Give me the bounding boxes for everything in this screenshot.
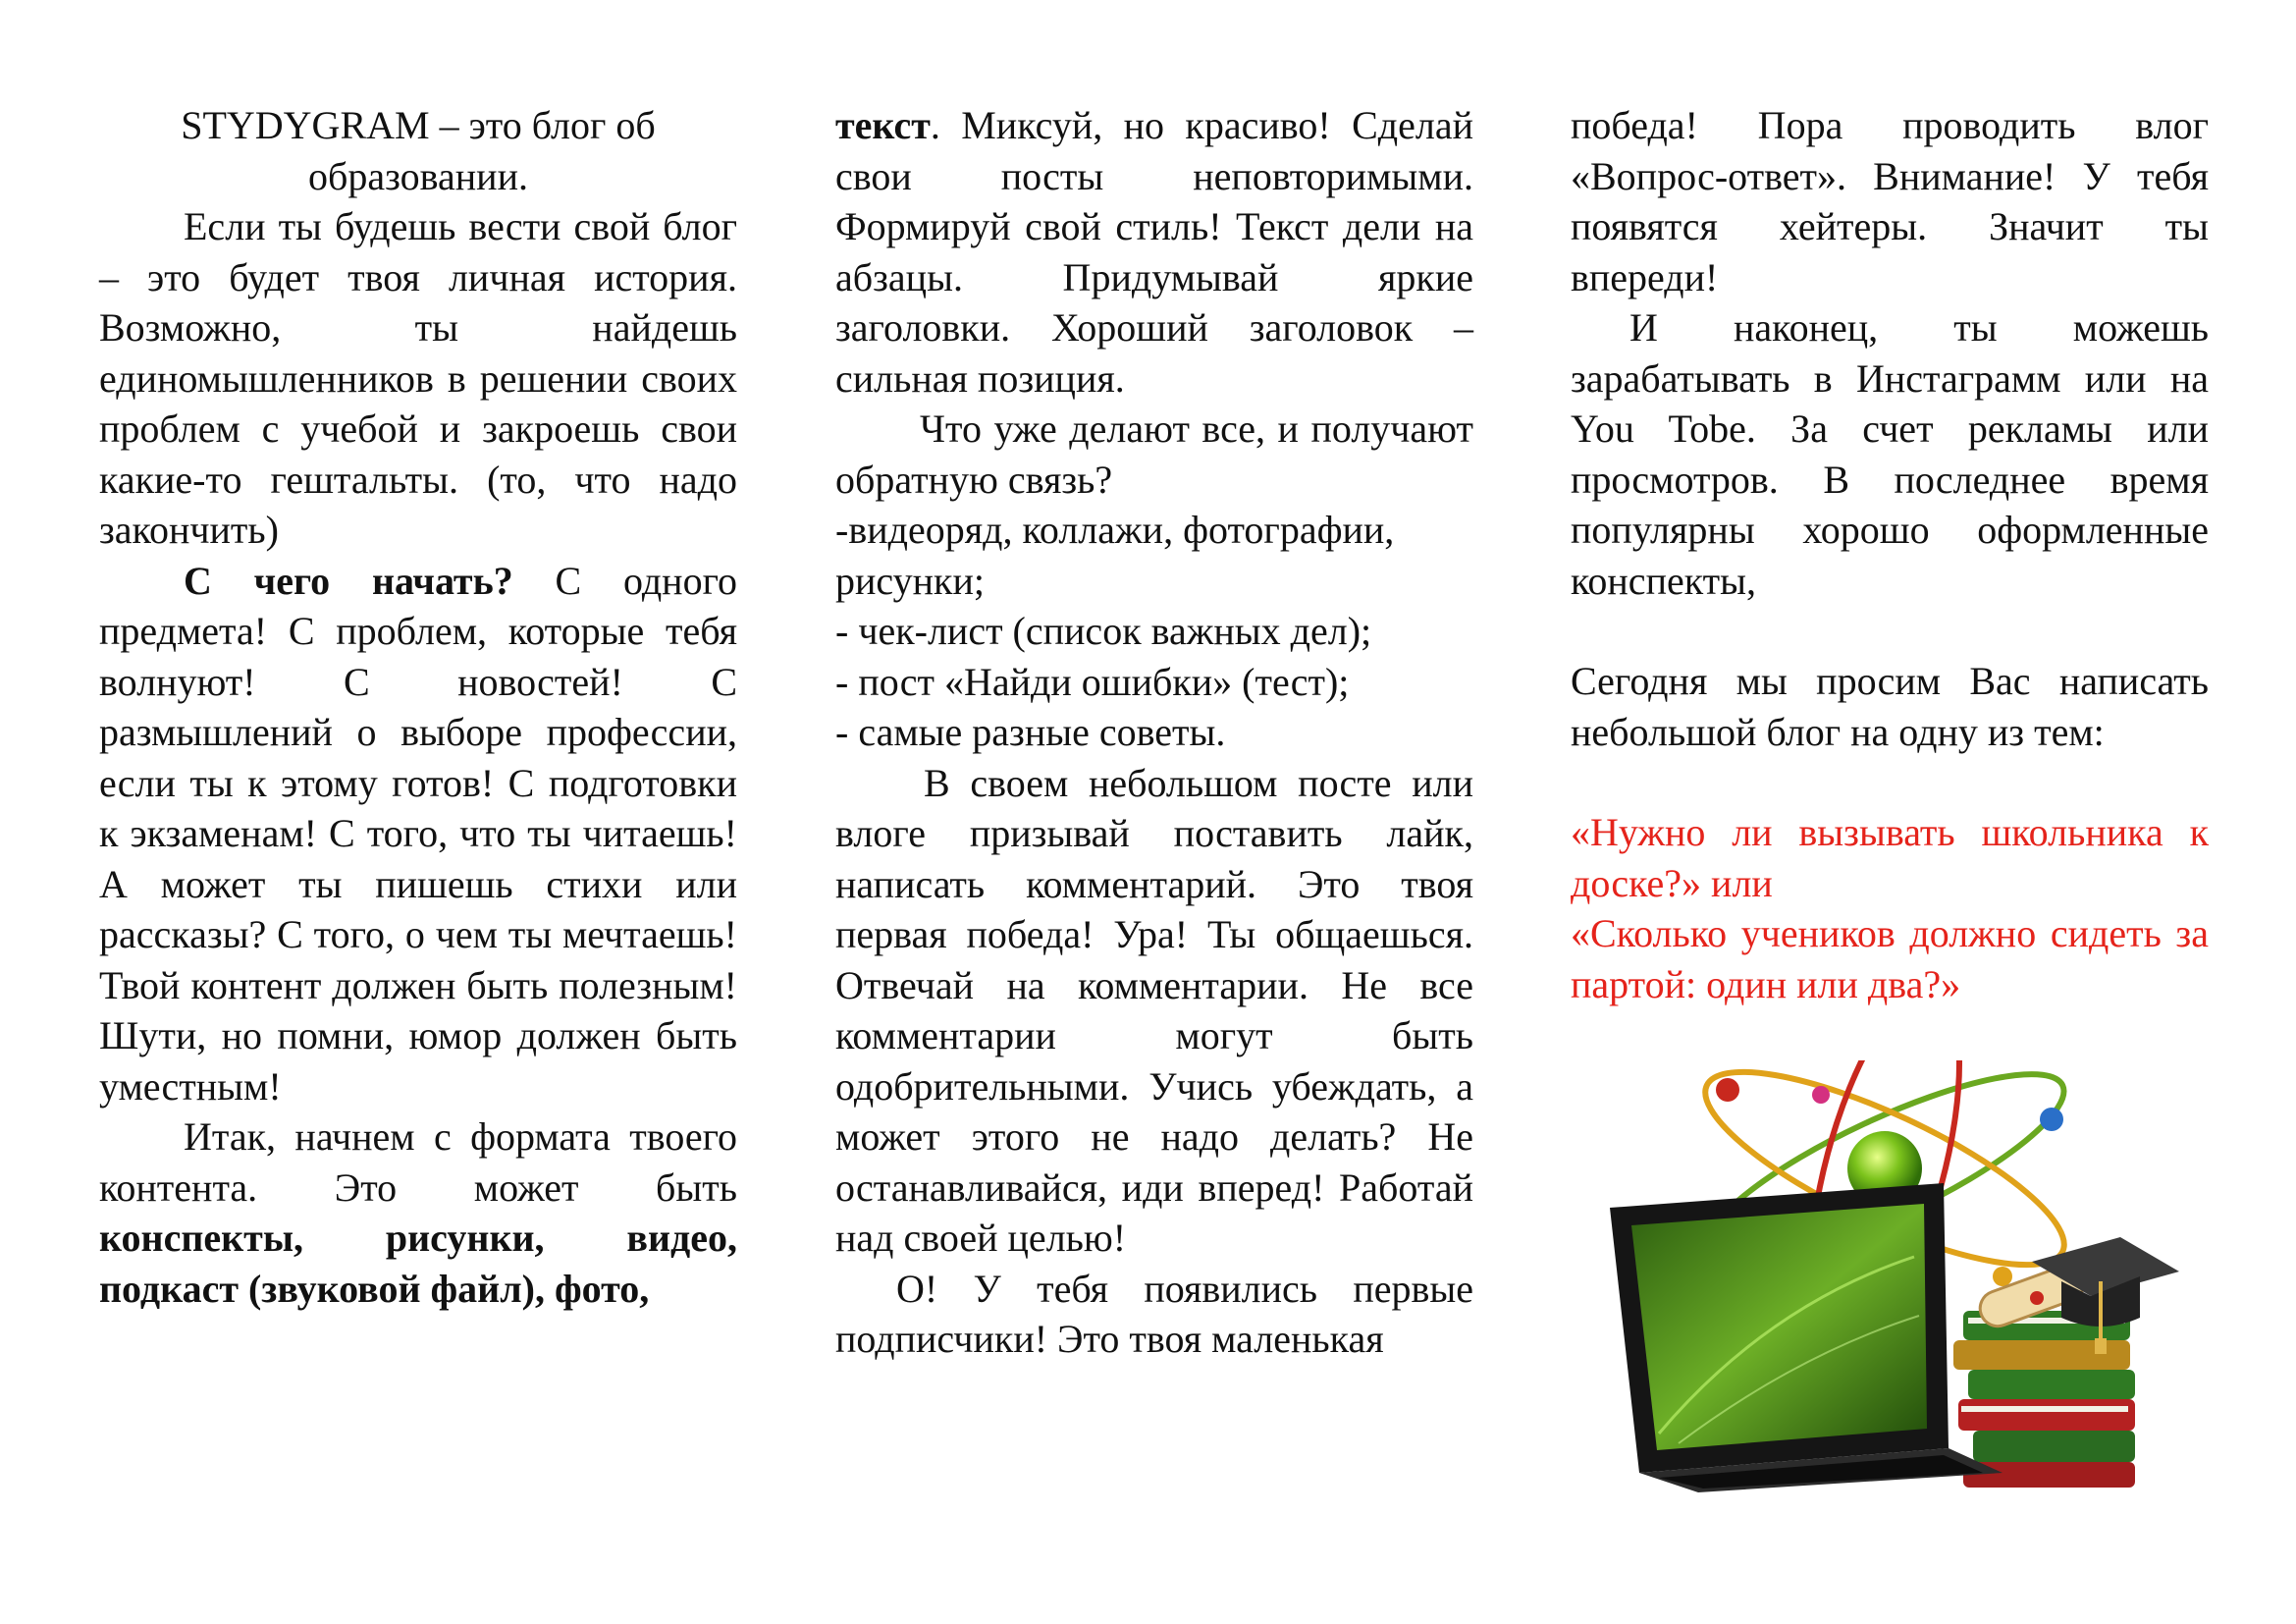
spacer [1571, 757, 2209, 807]
list-item: - чек-лист (список важных дел); [835, 609, 1372, 653]
where-to-start-paragraph [99, 556, 737, 1112]
content-format-text: Итак, начнем с формата твоего контента. Это может быть [99, 1114, 737, 1210]
list-item: - самые разные советы. [835, 710, 1226, 754]
column-right [1571, 100, 2209, 1009]
where-to-start-text: С одного предмета! С проблем, которые тебя волнуют! С новостей! С размышлений о выборе профессии, если ты к этому готов! С подготовки к экзаменам! С того, что ты читаешь! А может ты пишешь стихи или рассказы? С того, о чем ты мечтаешь! Твой контент должен быть полезным! Шути, но помни, юмор должен быть уместным! [99, 558, 737, 1109]
content-format-paragraph [99, 1111, 737, 1314]
earn-paragraph: И наконец, ты можешь зарабатывать в Инстаграмм или на You Tobe. За счет рекламы или просмотров. В последнее время популярны хорошо оформленные конспекты, [1571, 305, 2209, 603]
column-middle [835, 100, 1473, 1365]
text-format-word: текст [835, 103, 931, 147]
intro-paragraph: Если ты будешь вести свой блог – это будет твоя личная история. Возможно, ты найдешь единомышленников в решении своих проблем с учебой и закроешь свои какие-то гештальты. (то, что надо закончить) [99, 204, 737, 552]
content-format-list: конспекты, рисунки, видео, подкаст (звуковой файл), фото, [99, 1216, 737, 1311]
feedback-question: Что уже делают все, и получают обратную связь? [835, 406, 1473, 502]
laptop-books-atom-graduation-cap-icon [1590, 1060, 2189, 1492]
topic-two: «Сколько учеников должно сидеть за партой: один или два?» [1571, 911, 2209, 1006]
brochure-title: STYDYGRAM – это блог об образовании. [181, 103, 656, 198]
laptop-icon [1610, 1183, 2002, 1492]
list-item: - пост «Найди ошибки» (тест); [835, 659, 1350, 704]
call-to-action-paragraph: В своем небольшом посте или влоге призывай поставить лайк, написать комментарий. Это твоя первая победа! Ура! Ты общаешься. Отвечай на комментарии. Не все комментарии могут быть одобрительными. Учись убеждать, а может этого не надо делать? Не останавливайся, иди вперед! Работай над своей целью! [835, 760, 1473, 1260]
list-item: -видеоряд, коллажи, фотографии, рисунки; [835, 508, 1395, 603]
victory-paragraph: победа! Пора проводить влог «Вопрос-ответ». Внимание! У тебя появятся хейтеры. Значит ты впереди! [1571, 103, 2209, 299]
assignment-paragraph: Сегодня мы просим Вас написать небольшой блог на одну из тем: [1571, 659, 2209, 754]
subscribers-paragraph: О! У тебя появились первые подписчики! Это твоя маленькая [835, 1266, 1473, 1361]
topic-one: «Нужно ли вызывать школьника к доске?» или [1571, 810, 2209, 905]
books-icon [1953, 1311, 2135, 1488]
mix-paragraph [835, 100, 1473, 404]
where-to-start-heading: С чего начать? [184, 558, 513, 603]
spacer [1571, 606, 2209, 656]
mix-text: . Миксуй, но красиво! Сделай свои посты неповторимыми. Формируй свой стиль! Текст дели на абзацы. Придумывай яркие заголовки. Хороший заголовок – сильная позиция. [835, 103, 1473, 401]
column-left [99, 100, 737, 1314]
